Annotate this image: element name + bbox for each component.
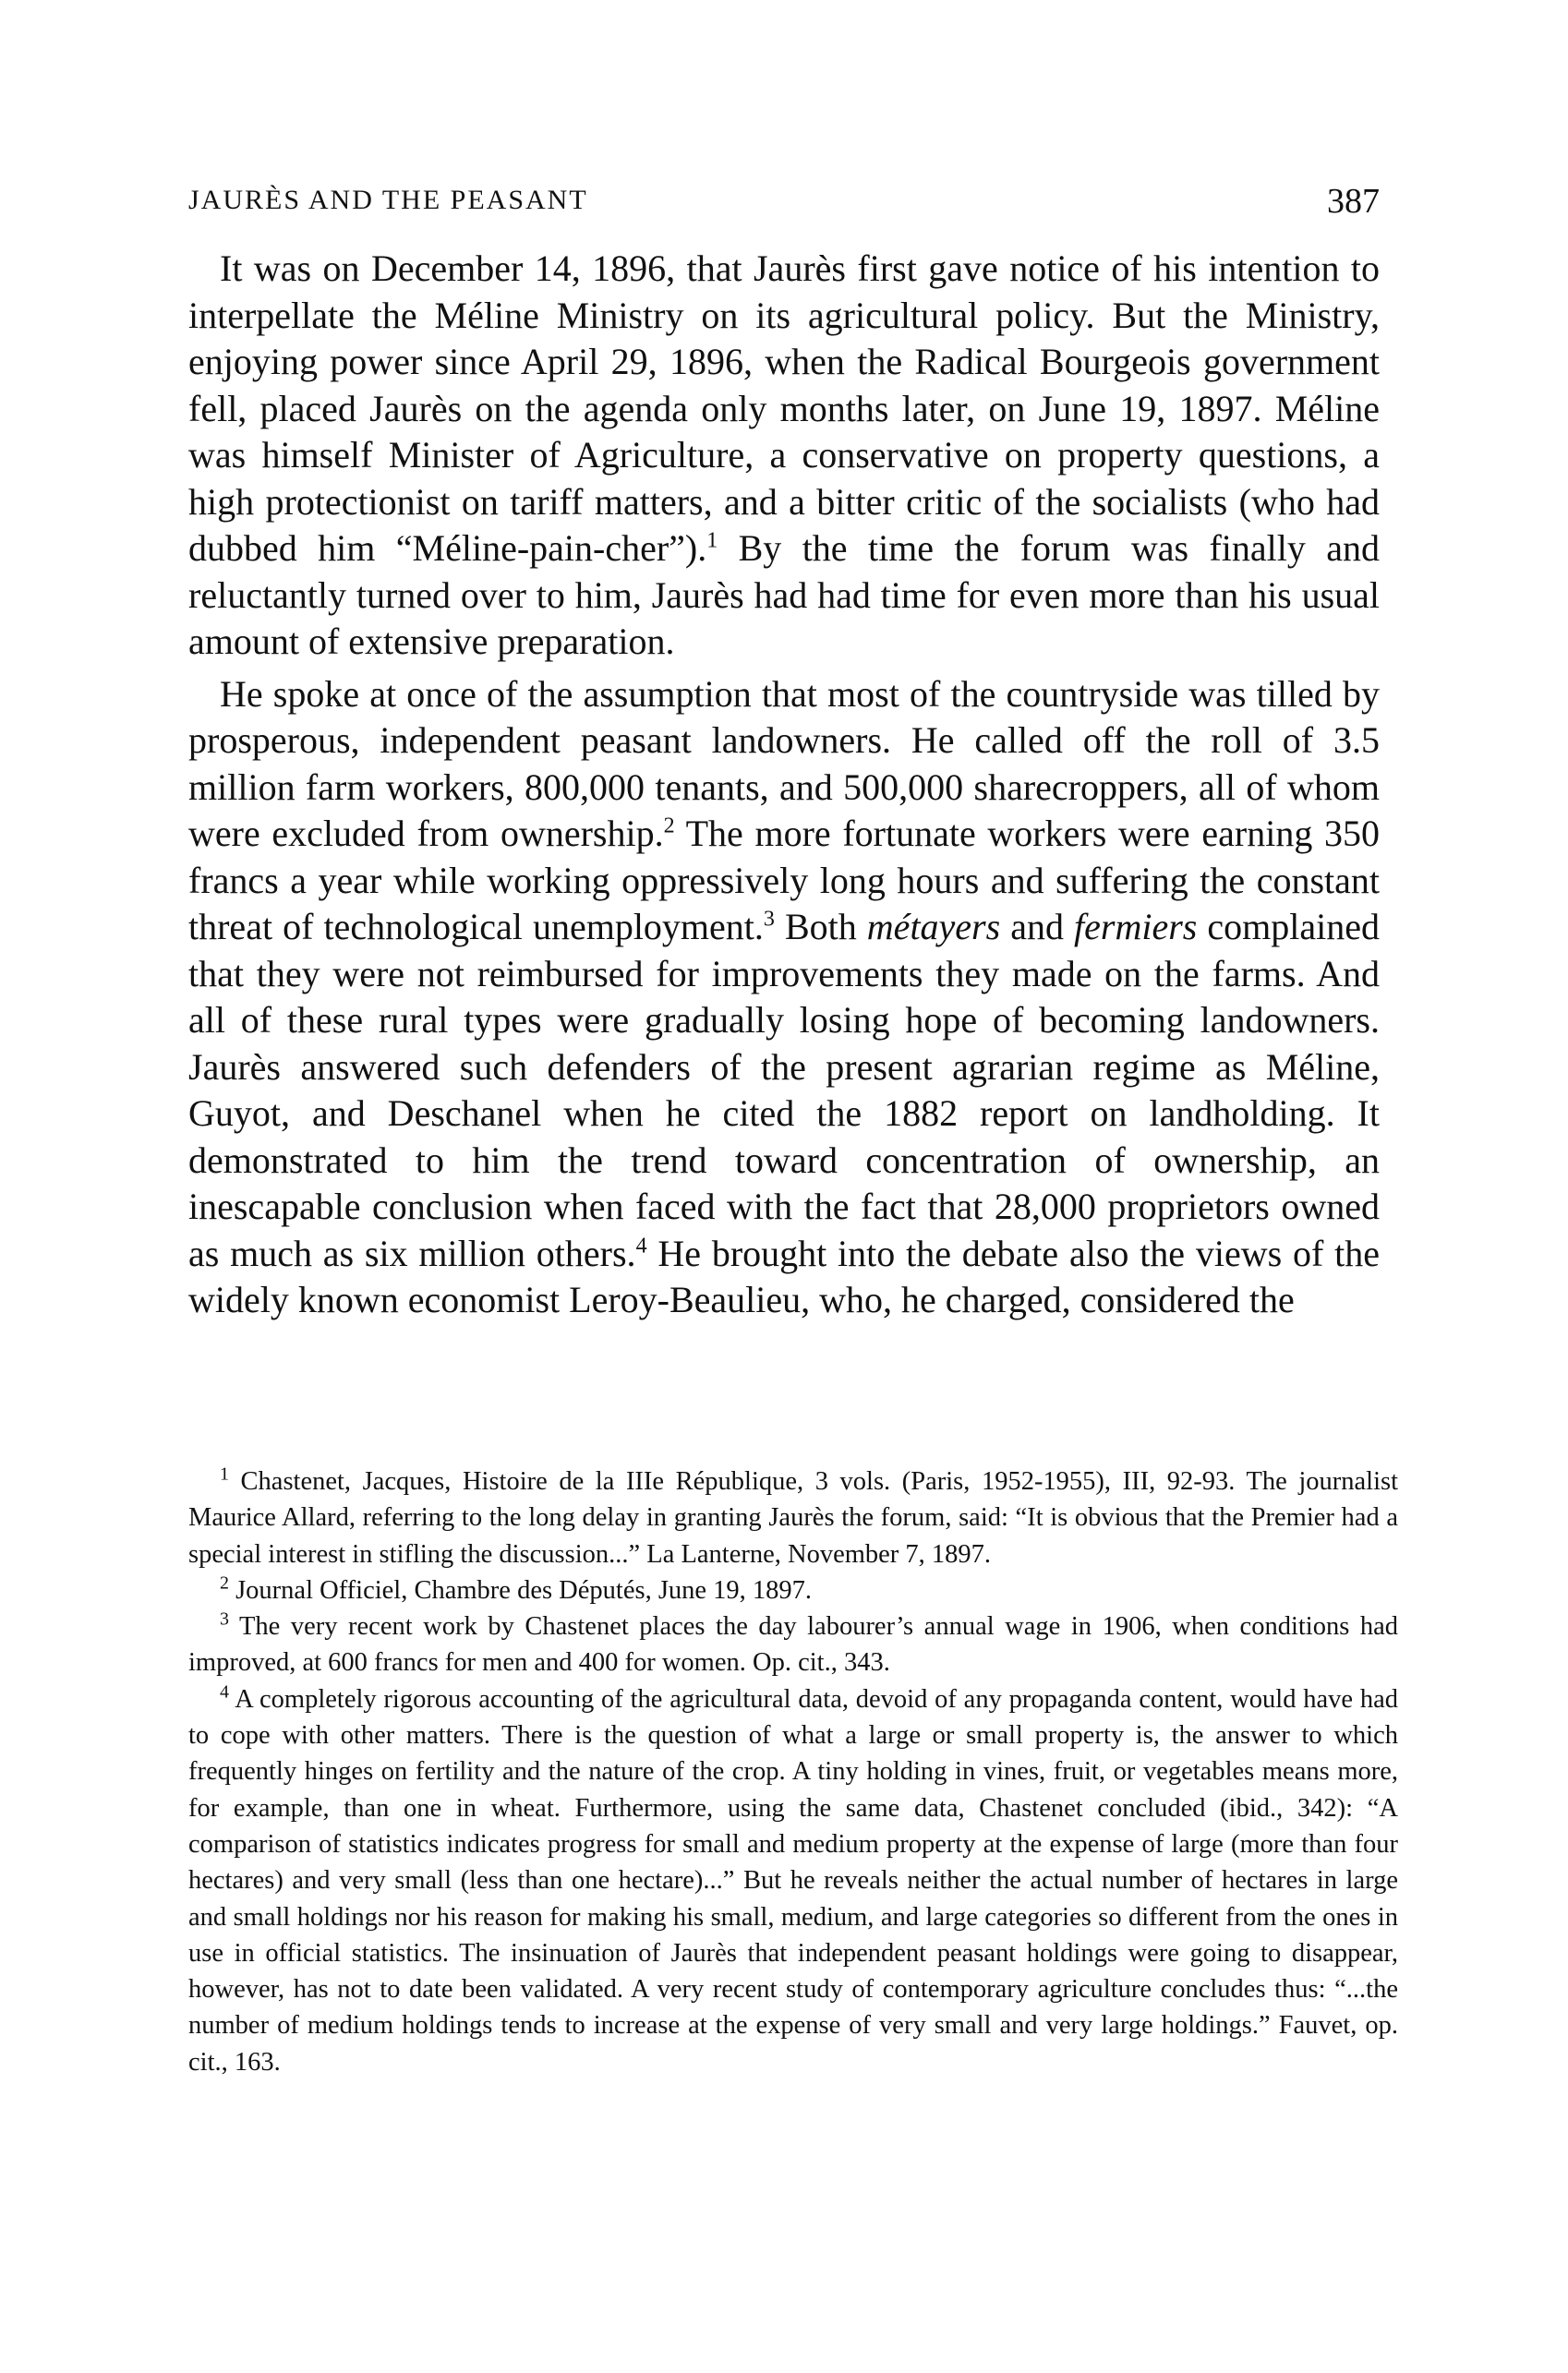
paragraph-2-text-c: Both xyxy=(774,906,867,947)
footnote-4 xyxy=(188,1681,1398,2080)
footnote-mark-4: 4 xyxy=(220,1681,229,1703)
footnote-ref-4: 4 xyxy=(635,1234,647,1259)
paragraph-1-text-a: It was on December 14, 1896, that Jaurès first gave notice of his intention to interpellate the Méline Ministry on its agricultural policy. But the Ministry, enjoying power since April 29, 1896, when the Radical Bourgeois government fell, placed Jaurès on the agenda only months later, on June 19, 1897. Méline was himself Minister of Agriculture, a conservative on property questions, a high protectionist on tariff matters, and a bitter critic of the socialists (who had dubbed him “Méline-pain-cher”). xyxy=(188,247,1380,569)
footnotes xyxy=(188,1464,1398,2080)
italic-fermiers: fermiers xyxy=(1074,906,1198,947)
paragraph-2 xyxy=(188,671,1380,1324)
paragraph-2-text-a: He spoke at once of the assumption that most of the countryside was tilled by prosperous, independent peasant landowners. He called off the roll of 3.5 million farm workers, 800,000 tenants, and 500,000 sharecroppers, all of whom were excluded from ownership. xyxy=(188,672,1380,854)
footnote-1-text: Chastenet, Jacques, Histoire de la IIIe République, 3 vols. (Paris, 1952-1955), III, 92-93. The journalist Maurice Allard, referring to the long delay in granting Jaurès the forum, said: “It is obvious that the Premier had a special interest in stifling the discussion...” La Lanterne, November 7, 1897. xyxy=(188,1467,1398,1569)
footnote-mark-2: 2 xyxy=(220,1572,229,1594)
footnote-ref-1: 1 xyxy=(706,528,718,553)
paragraph-2-text-d: and xyxy=(1000,906,1075,947)
footnote-ref-3: 3 xyxy=(763,907,775,932)
main-text xyxy=(188,246,1380,1324)
running-head xyxy=(188,181,1380,227)
footnote-3-text: The very recent work by Chastenet places the day labourer’s annual wage in 1906, when conditions had improved, at 600 francs for men and 400 for women. Op. cit., 343. xyxy=(188,1612,1398,1678)
footnote-4-text: A completely rigorous accounting of the agricultural data, devoid of any propaganda content, would have had to cope with other matters. There is the question of what a large or small property is, the answer to which frequently hinges on fertility and the nature of the crop. A tiny holding in vines, fruit, or vegetables means more, for example, than one in wheat. Furthermore, using the same data, Chastenet concluded (ibid., 342): “A comparison of statistics indicates progress for small and medium property at the expense of large (more than four hectares) and very small (less than one hectare)...” But he reveals neither the actual number of hectares in large and small holdings nor his reason for making his small, medium, and large categories so different from the ones in use in official statistics. The insinuation of Jaurès that independent peasant holdings were going to disappear, however, has not to date been validated. A very recent study of contemporary agriculture concludes thus: “...the number of medium holdings tends to increase at the expense of very small and very large holdings.” Fauvet, op. cit., 163. xyxy=(188,1684,1398,2077)
footnote-2-text: Journal Officiel, Chambre des Députés, June 19, 1897. xyxy=(228,1575,813,1605)
footnote-ref-2: 2 xyxy=(663,813,675,838)
italic-metayers: métayers xyxy=(866,906,1001,947)
footnote-2 xyxy=(188,1572,1398,1608)
paragraph-1 xyxy=(188,246,1380,666)
page-number: 387 xyxy=(1327,182,1380,221)
footnote-mark-3: 3 xyxy=(220,1608,229,1630)
paragraph-2-text-e: complained that they were not reimbursed for improvements they made on the farms. And all of these rural types were gradually losing hope of becoming landowners. Jaurès answered such defenders of the present agrarian regime as Méline, Guyot, and Deschanel when he cited the 1882 report on landholding. It demonstrated to him the trend toward concentration of ownership, an inescapable conclusion when faced with the fact that 28,000 proprietors owned as much as six million others. xyxy=(188,906,1380,1274)
paragraph-2-text-f: He brought into the debate also the views of the widely known economist Leroy-Beaulieu, who, he charged, considered the xyxy=(188,1232,1380,1320)
footnote-1 xyxy=(188,1464,1398,1572)
footnote-3 xyxy=(188,1608,1398,1681)
running-head-title: JAURÈS AND THE PEASANT xyxy=(188,185,588,215)
footnote-mark-1: 1 xyxy=(220,1464,229,1485)
paragraph-1-text-b: By the time the forum was finally and reluctantly turned over to him, Jaurès had had time for even more than his usual amount of extensive preparation. xyxy=(188,527,1380,662)
paragraph-2-text-b: The more fortunate workers were earning 350 francs a year while working oppressively long hours and suffering the constant threat of technological unemployment. xyxy=(188,813,1381,947)
